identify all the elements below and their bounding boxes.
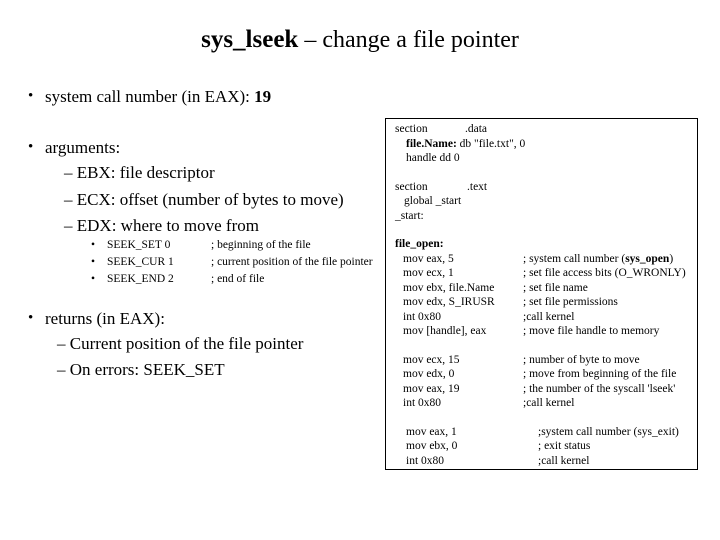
- open-code-2: mov ecx, 1: [403, 267, 454, 279]
- open-code-1: mov eax, 5: [403, 253, 454, 265]
- global-start-line: global _start: [404, 195, 462, 207]
- seek-comment-3: ; the number of the syscall 'lseek': [523, 383, 676, 395]
- handle-line: handle dd 0: [406, 152, 460, 164]
- syscall-number-line: [45, 87, 271, 107]
- open-code-4: mov edx, S_IRUSR: [403, 296, 495, 308]
- filename-definition: db "file.txt", 0: [456, 138, 526, 150]
- open-comment-1-end: ): [669, 253, 674, 265]
- exit-code-3: int 0x80: [406, 455, 445, 467]
- open-comment-1-text: ; system call number (: [523, 253, 626, 265]
- argument-ebx: – EBX: file descriptor: [64, 163, 215, 182]
- whence-seek-end: SEEK_END 2: [107, 273, 174, 285]
- section-data-name: .data: [465, 123, 488, 135]
- exit-comment-3: ;call kernel: [538, 455, 590, 467]
- open-comment-6: ; move file handle to memory: [523, 325, 660, 337]
- seek-code-1: mov ecx, 15: [403, 354, 460, 366]
- open-code-3: mov ebx, file.Name: [403, 282, 495, 294]
- section-text-keyword: section: [395, 181, 428, 193]
- bullet-dot: •: [91, 273, 96, 285]
- returns-heading: returns (in EAX):: [45, 309, 165, 328]
- bullet-dot: •: [28, 139, 34, 155]
- whence-seek-set: SEEK_SET 0: [107, 239, 171, 251]
- exit-comment-1: ;system call number (sys_exit): [538, 426, 679, 438]
- seek-code-4: int 0x80: [403, 397, 442, 409]
- argument-edx: – EDX: where to move from: [64, 216, 259, 235]
- title-description: – change a file pointer: [298, 27, 519, 53]
- syscall-number-value: 19: [254, 87, 272, 106]
- slide-title: [0, 26, 720, 54]
- returns-position: – Current position of the file pointer: [57, 334, 304, 353]
- whence-seek-end-comment: ; end of file: [211, 273, 265, 285]
- exit-code-2: mov ebx, 0: [406, 440, 458, 452]
- returns-error: – On errors: SEEK_SET: [57, 360, 225, 379]
- seek-code-3: mov eax, 19: [403, 383, 460, 395]
- seek-code-2: mov edx, 0: [403, 368, 455, 380]
- open-comment-1: [523, 252, 673, 267]
- whence-seek-set-comment: ; beginning of the file: [211, 239, 311, 251]
- whence-seek-cur-comment: ; current position of the file pointer: [211, 256, 373, 268]
- seek-comment-2: ; move from beginning of the file: [523, 368, 677, 380]
- open-comment-1-bold: sys_open: [625, 253, 670, 265]
- argument-ecx: – ECX: offset (number of bytes to move): [64, 190, 344, 209]
- section-text-name: .text: [467, 181, 488, 193]
- seek-comment-4: ;call kernel: [523, 397, 575, 409]
- open-comment-5: ;call kernel: [523, 311, 575, 323]
- bullet-dot: •: [91, 239, 96, 251]
- whence-seek-cur: SEEK_CUR 1: [107, 256, 174, 268]
- bullet-dot: •: [28, 310, 34, 326]
- file-open-label: file_open:: [395, 238, 444, 250]
- exit-code-1: mov eax, 1: [406, 426, 457, 438]
- syscall-number-label: system call number (in EAX):: [45, 87, 255, 106]
- open-code-5: int 0x80: [403, 311, 442, 323]
- section-data-keyword: section: [395, 123, 428, 135]
- arguments-heading: arguments:: [45, 138, 121, 157]
- seek-comment-1: ; number of byte to move: [523, 354, 640, 366]
- filename-label: file.Name:: [406, 138, 457, 150]
- open-code-6: mov [handle], eax: [403, 325, 487, 337]
- filename-line: [406, 137, 525, 152]
- open-comment-4: ; set file permissions: [523, 296, 618, 308]
- open-comment-3: ; set file name: [523, 282, 588, 294]
- start-label: _start:: [395, 210, 424, 222]
- title-command: sys_lseek: [201, 26, 299, 53]
- open-comment-2: ; set file access bits (O_WRONLY): [523, 267, 686, 279]
- exit-comment-2: ; exit status: [538, 440, 591, 452]
- bullet-dot: •: [91, 256, 96, 268]
- bullet-dot: •: [28, 88, 34, 104]
